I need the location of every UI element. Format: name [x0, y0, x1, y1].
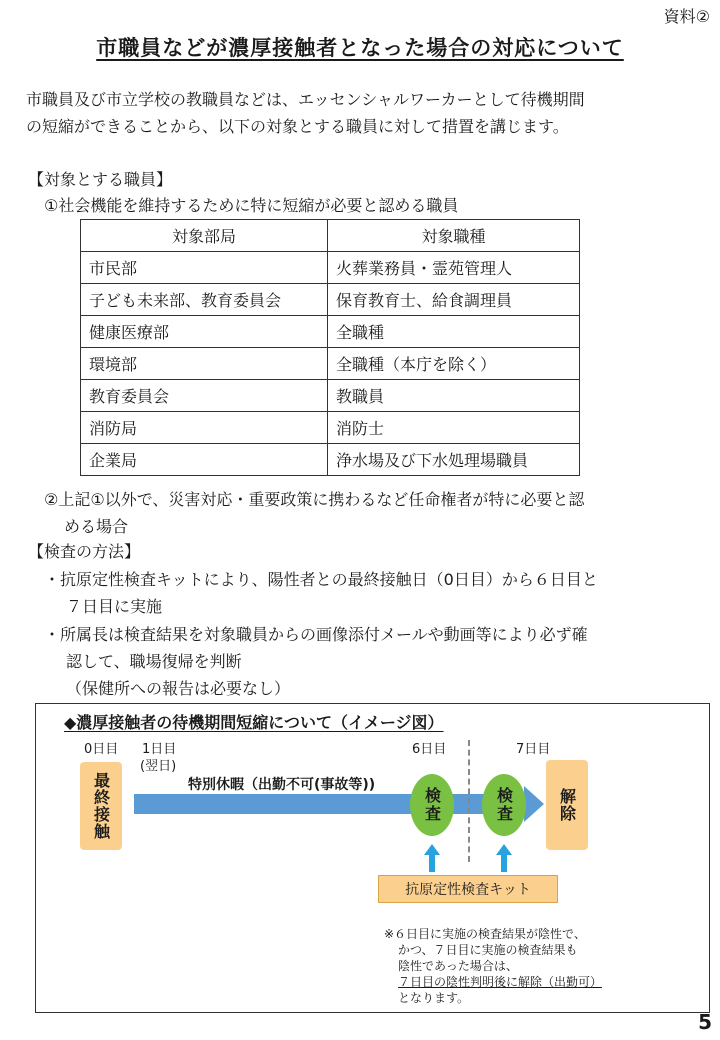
item-2-line: める場合: [64, 517, 129, 536]
job-cell: 浄水場及び下水処理場職員: [328, 444, 580, 476]
bullet-line: ７日目に実施: [66, 597, 163, 616]
day-6-label: 6日目: [412, 742, 447, 757]
job-cell: 教職員: [328, 380, 580, 412]
leave-arrow-head: [524, 786, 544, 822]
department-cell: 環境部: [81, 348, 328, 380]
antigen-kit-box: 抗原定性検査キット: [378, 875, 558, 903]
department-cell: 企業局: [81, 444, 328, 476]
job-cell: 保育教育士、給食調理員: [328, 284, 580, 316]
note-line: となります。: [398, 991, 470, 1005]
note-line: 陰性であった場合は、: [398, 959, 518, 973]
column-header-job: 対象職種: [328, 220, 580, 252]
up-arrow-icon: [496, 844, 512, 872]
special-leave-label: 特別休暇（出勤不可(事故等)): [188, 777, 376, 793]
intro-paragraph: [26, 86, 698, 140]
column-header-department: 対象部局: [81, 220, 328, 252]
waiting-period-diagram: [35, 703, 710, 1013]
target-item-1: ①社会機能を維持するために特に短縮が必要と認める職員: [44, 196, 459, 215]
table-row: [81, 444, 580, 476]
day-6-test-circle: 検査: [410, 774, 454, 836]
item-2-line: ②上記①以外で、災害対応・重要政策に携わるなど任命権者が特に必要と認: [44, 490, 585, 509]
department-cell: 健康医療部: [81, 316, 328, 348]
job-cell: 消防士: [328, 412, 580, 444]
target-item-2: [44, 486, 584, 540]
department-cell: 市民部: [81, 252, 328, 284]
last-contact-box: 最終接触: [80, 762, 122, 850]
release-note: [384, 926, 602, 1006]
department-cell: 子ども未来部、教育委員会: [81, 284, 328, 316]
target-staff-table: [80, 219, 580, 476]
table-row: [81, 380, 580, 412]
note-line-underlined: ７日目の陰性判明後に解除（出勤可）: [398, 975, 603, 989]
release-box: 解除: [546, 760, 588, 850]
bullet-line: （保健所への報告は必要なし）: [66, 679, 291, 698]
table-row: [81, 412, 580, 444]
diagram-title: ◆濃厚接触者の待機期間短縮について（イメージ図）: [64, 713, 444, 732]
day-1-label: 1日目: [142, 742, 177, 757]
job-cell: 全職種: [328, 316, 580, 348]
day-boundary-dashed-line: [468, 740, 470, 862]
bullet-line: 認して、職場復帰を判断: [66, 652, 242, 671]
bullet-line: ・抗原定性検査キットにより、陽性者との最終接触日（0日目）から６日目と: [44, 570, 598, 589]
intro-line: の短縮ができることから、以下の対象とする職員に対して措置を講じます。: [26, 117, 569, 136]
table-row: [81, 316, 580, 348]
intro-line: 市職員及び市立学校の教職員などは、エッセンシャルワーカーとして待機期間: [26, 90, 585, 109]
method-heading: 【検査の方法】: [28, 542, 141, 561]
day-1-note: (翌日): [140, 759, 177, 774]
table-row: [81, 252, 580, 284]
page-title-text: 市職員などが濃厚接触者となった場合の対応について: [96, 36, 624, 60]
page-title: [0, 32, 720, 62]
bullet-line: ・所属長は検査結果を対象職員からの画像添付メールや動画等により必ず確: [44, 625, 588, 644]
day-7-test-circle: 検査: [482, 774, 526, 836]
up-arrow-icon: [424, 844, 440, 872]
table-row: [81, 348, 580, 380]
leave-arrow-bar: [134, 794, 524, 814]
department-cell: 教育委員会: [81, 380, 328, 412]
table-row: [81, 284, 580, 316]
method-bullet-2: [44, 621, 588, 702]
note-line: ※６日目に実施の検査結果が陰性で、: [384, 927, 586, 941]
job-cell: 火葬業務員・霊苑管理人: [328, 252, 580, 284]
document-label: 資料②: [663, 7, 710, 26]
page-number: 5: [698, 1010, 712, 1034]
day-0-label: 0日目: [84, 742, 119, 757]
day-7-label: 7日目: [516, 742, 551, 757]
department-cell: 消防局: [81, 412, 328, 444]
job-cell: 全職種（本庁を除く）: [328, 348, 580, 380]
target-heading: 【対象とする職員】: [28, 170, 173, 189]
note-line: かつ、７日目に実施の検査結果も: [398, 943, 578, 957]
table-header-row: [81, 220, 580, 252]
method-bullet-1: [44, 566, 598, 620]
